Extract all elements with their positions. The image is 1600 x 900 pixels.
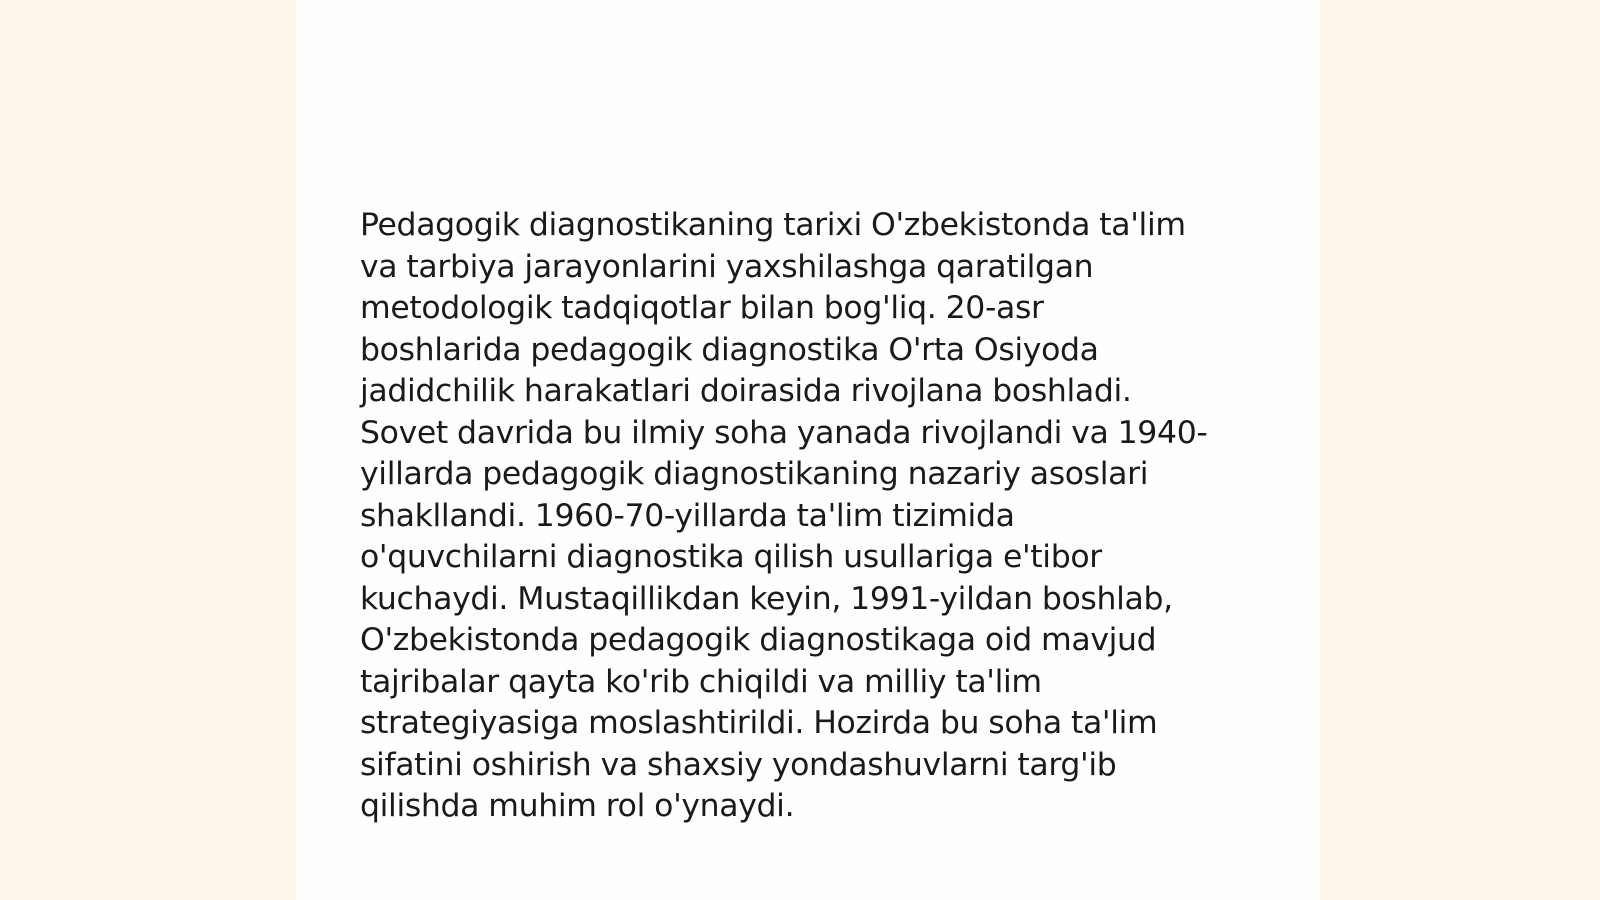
paragraph-line: sifatini oshirish va shaxsiy yondashuvlarni targ'ib — [360, 746, 1117, 783]
paragraph-line: Pedagogik diagnostikaning tarixi O'zbekistonda ta'lim — [360, 207, 1186, 243]
document-page — [296, 0, 1320, 900]
body-paragraph — [360, 205, 1250, 828]
paragraph-line: shakllandi. 1960-70-yillarda ta'lim tizimida — [360, 497, 1015, 534]
paragraph-line: o'quvchilarni diagnostika qilish usullariga e'tibor — [360, 539, 1102, 575]
paragraph-line: O'zbekistonda pedagogik diagnostikaga oid mavjud — [360, 622, 1157, 658]
paragraph-line: boshlarida pedagogik diagnostika O'rta Osiyoda — [360, 331, 1099, 368]
paragraph-line: yillarda pedagogik diagnostikaning nazariy asoslari — [360, 456, 1149, 492]
paragraph-line: Sovet davrida bu ilmiy soha yanada rivojlandi va 1940- — [360, 414, 1208, 451]
paragraph-line: va tarbiya jarayonlarini yaxshilashga qaratilgan — [360, 248, 1094, 285]
paragraph-line: jadidchilik harakatlari doirasida rivojlana boshladi. — [360, 373, 1132, 409]
paragraph-line: tajribalar qayta ko'rib chiqildi va milliy ta'lim — [360, 663, 1042, 700]
paragraph-line: qilishda muhim rol o'ynaydi. — [360, 788, 795, 824]
paragraph-line: kuchaydi. Mustaqillikdan keyin, 1991-yildan boshlab, — [360, 580, 1173, 617]
paragraph-line: strategiyasiga moslashtirildi. Hozirda bu soha ta'lim — [360, 705, 1158, 741]
paragraph-line: metodologik tadqiqotlar bilan bog'liq. 20-asr — [360, 290, 1044, 326]
